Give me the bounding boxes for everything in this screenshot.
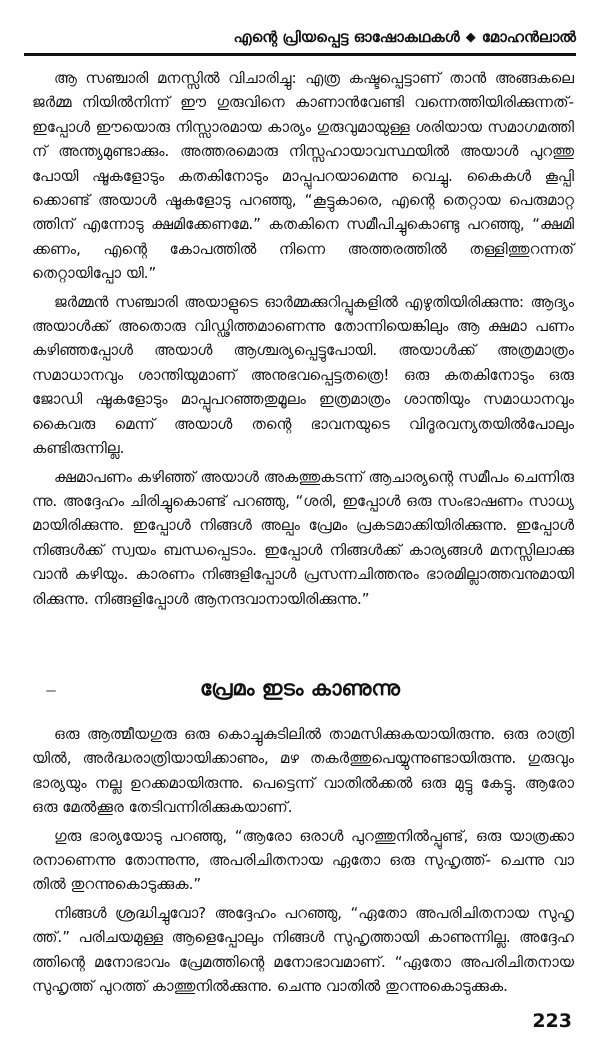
section-text	[32, 722, 574, 1002]
paragraph: ജർമ്മൻ സഞ്ചാരി അയാളുടെ ഓർമ്മക്കുറിപ്പുകളിൽ എഴുതിയിരിക്കുന്നു: ആദ്യം അയാൾക്ക് അതൊരു വിഡ്ഢിത്തമാണെന്നു തോന്നിയെങ്കിലും ആ ക്ഷമാ പണം കഴിഞ്ഞപ്പോൾ അയാൾ ആശ്ചര്യപ്പെട്ടുപോയി. അയാൾക്ക് അത്രമാത്രം സമാധാനവും ശാന്തിയുമാണ് അനുഭവപ്പെട്ടതത്രെ! ഒരു കതകിനോടും ഒരു ജോഡി ഷൂകളോടും മാപ്പുപറഞ്ഞതുമൂലം ഇത്രമാത്രം ശാന്തിയും സമാധാനവും കൈവരു മെന്ന് അയാൾ തന്റെ ഭാവനയുടെ വിദൂരവന്യതയിൽപോലും കണ്ടിരുന്നില്ല.	[32, 292, 574, 458]
page-number: 223	[532, 1010, 572, 1032]
diamond-separator-icon: ◆	[465, 29, 476, 45]
story-text	[32, 66, 574, 615]
running-header	[24, 22, 576, 52]
header-author: മോഹൻലാൽ	[481, 28, 576, 46]
header-rule	[24, 53, 576, 56]
paragraph: ഗുരു ഭാര്യയോടു പറഞ്ഞു, “ആരോ ഒരാൾ പുറത്തുനിൽപ്പുണ്ട്, ഒരു യാത്രക്കാ രനാണെന്നു തോന്നുന്നു, അപരിചിതനായ ഏതോ ഒരു സുഹൃത്ത്- ചെന്നു വാ തിൽ തുറന്നുകൊടുക്കുക.”	[32, 826, 574, 894]
paragraph: നിങ്ങൾ ശ്രദ്ധിച്ചുവോ? അദ്ദേഹം പറഞ്ഞു, “ഏതോ അപരിചിതനായ സുഹൃ ത്ത്.” പരിചയമുള്ള ആളെപ്പോലും നിങ്ങൾ സുഹൃത്തായി കാണുന്നില്ല. അദ്ദേഹ ത്തിന്റെ മനോഭാവം പ്രേമത്തിന്റെ മനോഭാവമാണ്. “ഏതോ അപരിചിതനായ സുഹൃത്ത് പുറത്ത് കാത്തുനിൽക്കുന്നു. ചെന്നു വാതിൽ തുറന്നുകൊടുക്കുക.	[32, 903, 574, 996]
section-title: പ്രേമം ഇടം കാണുന്നു	[200, 676, 400, 700]
paragraph: ക്ഷമാപണം കഴിഞ്ഞ് അയാൾ അകത്തുകടന്ന് ആചാര്യന്റെ സമീപം ചെന്നിരു ന്നു. അദ്ദേഹം ചിരിച്ചുകൊണ്ട് പറഞ്ഞു, “ശരി, ഇപ്പോൾ ഒരു സംഭാഷണം സാധ്യ മായിരിക്കുന്നു. ഇപ്പോൾ നിങ്ങൾ അല്പം പ്രേമം പ്രകടമാക്കിയിരിക്കുന്നു. ഇപ്പോൾ നിങ്ങൾക്ക് സ്വയം ബന്ധപ്പെടാം. ഇപ്പോൾ നിങ്ങൾക്ക് കാര്യങ്ങൾ മനസ്സിലാക്കു വാൻ കഴിയും. കാരണം നിങ്ങളിപ്പോൾ പ്രസന്നചിത്തനും ഭാരമില്ലാത്തവനുമായി രിക്കുന്നു. നിങ്ങളിപ്പോൾ ആനന്ദവാനായിരിക്കുന്നു.”	[32, 467, 574, 608]
paragraph: ആ സഞ്ചാരി മനസ്സിൽ വിചാരിച്ചു: എത്ര കഷ്ടപ്പെട്ടാണ് താൻ അങ്ങകലെ ജർമ്മ നിയിൽനിന്ന് ഈ ഗുരുവിനെ കാണാൻവേണ്ടി വന്നെത്തിയിരിക്കുന്നത്- ഇപ്പോൾ ഈയൊരു നിസ്സാരമായ കാര്യം ഗുരുവുമായുള്ള ശരിയായ സമാഗമത്തി ന് അന്ത്യമുണ്ടാക്കും. അത്തരമൊരു നിസ്സഹായാവസ്ഥയിൽ അയാൾ പുറത്തു പോയി ഷൂകളോടും കതകിനോടും മാപ്പുപറയാമെന്നു വെച്ചു. കൈകൾ കൂപ്പി ക്കൊണ്ട് അയാൾ ഷൂകളോടു പറഞ്ഞു, “കൂട്ടുകാരെ, എന്റെ തെറ്റായ പെരുമാറ്റ ത്തിന് എന്നോടു ക്ഷമിക്കേണമേ.” കതകിനെ സമീപിച്ചുകൊണ്ടു പറഞ്ഞു, “ക്ഷമി ക്കണം, എന്റെ കോപത്തിൽ നിന്നെ അത്തരത്തിൽ തള്ളിത്തുറന്നത് തെറ്റായിപ്പോ യി.”	[32, 69, 574, 283]
paragraph: ഒരു ആത്മീയഗുരു ഒരു കൊച്ചുകുടിലിൽ താമസിക്കുകയായിരുന്നു. ഒരു രാത്രി യിൽ, അർദ്ധരാത്രിയായിക്കാണും, മഴ തകർത്തുപെയ്യുന്നുണ്ടായിരുന്നു. ഗുരുവും ഭാര്യയും നല്ല ഉറക്കമായിരുന്നു. പെട്ടെന്ന് വാതിൽക്കൽ ഒരു മുട്ടു കേട്ടു. ആരോ ഒരു മേൽക്കൂര തേടിവന്നിരിക്കുകയാണ്.	[32, 725, 574, 817]
header-book-title: എന്റെ പ്രിയപ്പെട്ട ഓഷോകഥകൾ	[233, 28, 460, 46]
